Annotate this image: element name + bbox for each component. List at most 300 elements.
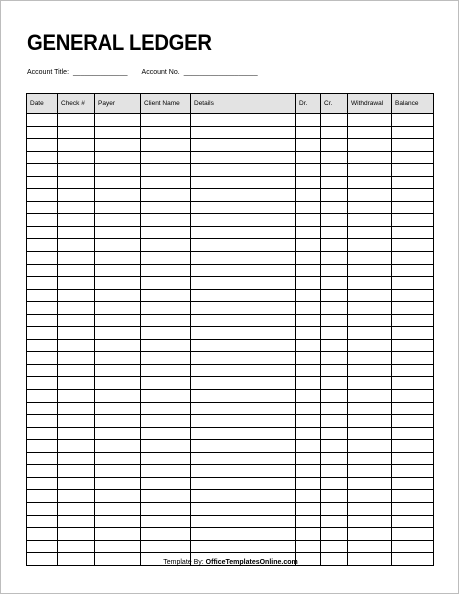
cell-cr[interactable] bbox=[321, 214, 348, 227]
cell-payer[interactable] bbox=[95, 540, 141, 553]
cell-details[interactable] bbox=[191, 289, 296, 302]
cell-date[interactable] bbox=[27, 139, 58, 152]
cell-check[interactable] bbox=[58, 477, 95, 490]
cell-payer[interactable] bbox=[95, 189, 141, 202]
cell-cr[interactable] bbox=[321, 540, 348, 553]
cell-check[interactable] bbox=[58, 465, 95, 478]
cell-cr[interactable] bbox=[321, 314, 348, 327]
cell-details[interactable] bbox=[191, 415, 296, 428]
cell-client[interactable] bbox=[141, 214, 191, 227]
cell-withdrawal[interactable] bbox=[348, 427, 392, 440]
cell-withdrawal[interactable] bbox=[348, 327, 392, 340]
cell-check[interactable] bbox=[58, 515, 95, 528]
cell-check[interactable] bbox=[58, 264, 95, 277]
cell-client[interactable] bbox=[141, 239, 191, 252]
cell-date[interactable] bbox=[27, 314, 58, 327]
cell-withdrawal[interactable] bbox=[348, 164, 392, 177]
cell-balance[interactable] bbox=[392, 515, 434, 528]
cell-payer[interactable] bbox=[95, 201, 141, 214]
cell-balance[interactable] bbox=[392, 151, 434, 164]
cell-balance[interactable] bbox=[392, 440, 434, 453]
cell-payer[interactable] bbox=[95, 515, 141, 528]
cell-date[interactable] bbox=[27, 302, 58, 315]
cell-cr[interactable] bbox=[321, 327, 348, 340]
cell-balance[interactable] bbox=[392, 126, 434, 139]
cell-balance[interactable] bbox=[392, 164, 434, 177]
cell-withdrawal[interactable] bbox=[348, 226, 392, 239]
cell-details[interactable] bbox=[191, 226, 296, 239]
cell-check[interactable] bbox=[58, 239, 95, 252]
cell-client[interactable] bbox=[141, 264, 191, 277]
cell-dr[interactable] bbox=[296, 239, 321, 252]
cell-payer[interactable] bbox=[95, 415, 141, 428]
cell-balance[interactable] bbox=[392, 477, 434, 490]
cell-client[interactable] bbox=[141, 302, 191, 315]
cell-cr[interactable] bbox=[321, 189, 348, 202]
cell-payer[interactable] bbox=[95, 151, 141, 164]
cell-date[interactable] bbox=[27, 540, 58, 553]
cell-client[interactable] bbox=[141, 339, 191, 352]
cell-check[interactable] bbox=[58, 189, 95, 202]
cell-details[interactable] bbox=[191, 440, 296, 453]
cell-date[interactable] bbox=[27, 252, 58, 265]
cell-balance[interactable] bbox=[392, 502, 434, 515]
cell-withdrawal[interactable] bbox=[348, 528, 392, 541]
cell-client[interactable] bbox=[141, 528, 191, 541]
cell-balance[interactable] bbox=[392, 239, 434, 252]
cell-balance[interactable] bbox=[392, 415, 434, 428]
cell-cr[interactable] bbox=[321, 440, 348, 453]
cell-date[interactable] bbox=[27, 226, 58, 239]
cell-dr[interactable] bbox=[296, 402, 321, 415]
cell-balance[interactable] bbox=[392, 114, 434, 127]
cell-cr[interactable] bbox=[321, 477, 348, 490]
cell-dr[interactable] bbox=[296, 126, 321, 139]
cell-payer[interactable] bbox=[95, 277, 141, 290]
cell-check[interactable] bbox=[58, 352, 95, 365]
cell-dr[interactable] bbox=[296, 139, 321, 152]
cell-withdrawal[interactable] bbox=[348, 452, 392, 465]
cell-dr[interactable] bbox=[296, 277, 321, 290]
cell-client[interactable] bbox=[141, 126, 191, 139]
cell-withdrawal[interactable] bbox=[348, 415, 392, 428]
cell-withdrawal[interactable] bbox=[348, 377, 392, 390]
cell-withdrawal[interactable] bbox=[348, 490, 392, 503]
cell-dr[interactable] bbox=[296, 339, 321, 352]
cell-date[interactable] bbox=[27, 477, 58, 490]
cell-cr[interactable] bbox=[321, 402, 348, 415]
cell-cr[interactable] bbox=[321, 465, 348, 478]
cell-dr[interactable] bbox=[296, 352, 321, 365]
cell-payer[interactable] bbox=[95, 327, 141, 340]
cell-balance[interactable] bbox=[392, 176, 434, 189]
cell-withdrawal[interactable] bbox=[348, 339, 392, 352]
cell-details[interactable] bbox=[191, 176, 296, 189]
cell-date[interactable] bbox=[27, 239, 58, 252]
cell-cr[interactable] bbox=[321, 164, 348, 177]
cell-client[interactable] bbox=[141, 352, 191, 365]
cell-payer[interactable] bbox=[95, 314, 141, 327]
cell-balance[interactable] bbox=[392, 201, 434, 214]
cell-details[interactable] bbox=[191, 364, 296, 377]
cell-payer[interactable] bbox=[95, 390, 141, 403]
cell-details[interactable] bbox=[191, 302, 296, 315]
cell-check[interactable] bbox=[58, 415, 95, 428]
cell-check[interactable] bbox=[58, 427, 95, 440]
cell-payer[interactable] bbox=[95, 490, 141, 503]
cell-balance[interactable] bbox=[392, 540, 434, 553]
cell-client[interactable] bbox=[141, 540, 191, 553]
cell-withdrawal[interactable] bbox=[348, 289, 392, 302]
cell-details[interactable] bbox=[191, 402, 296, 415]
cell-details[interactable] bbox=[191, 477, 296, 490]
cell-cr[interactable] bbox=[321, 139, 348, 152]
cell-payer[interactable] bbox=[95, 114, 141, 127]
cell-balance[interactable] bbox=[392, 528, 434, 541]
cell-details[interactable] bbox=[191, 452, 296, 465]
cell-cr[interactable] bbox=[321, 415, 348, 428]
cell-details[interactable] bbox=[191, 239, 296, 252]
cell-dr[interactable] bbox=[296, 264, 321, 277]
cell-dr[interactable] bbox=[296, 427, 321, 440]
cell-client[interactable] bbox=[141, 390, 191, 403]
cell-payer[interactable] bbox=[95, 352, 141, 365]
cell-balance[interactable] bbox=[392, 277, 434, 290]
cell-payer[interactable] bbox=[95, 427, 141, 440]
cell-cr[interactable] bbox=[321, 239, 348, 252]
cell-client[interactable] bbox=[141, 277, 191, 290]
cell-check[interactable] bbox=[58, 277, 95, 290]
cell-date[interactable] bbox=[27, 390, 58, 403]
cell-details[interactable] bbox=[191, 189, 296, 202]
cell-payer[interactable] bbox=[95, 126, 141, 139]
cell-check[interactable] bbox=[58, 302, 95, 315]
cell-payer[interactable] bbox=[95, 252, 141, 265]
cell-balance[interactable] bbox=[392, 252, 434, 265]
cell-date[interactable] bbox=[27, 402, 58, 415]
cell-client[interactable] bbox=[141, 402, 191, 415]
cell-dr[interactable] bbox=[296, 327, 321, 340]
cell-details[interactable] bbox=[191, 490, 296, 503]
cell-dr[interactable] bbox=[296, 490, 321, 503]
cell-date[interactable] bbox=[27, 427, 58, 440]
cell-check[interactable] bbox=[58, 164, 95, 177]
cell-date[interactable] bbox=[27, 415, 58, 428]
cell-cr[interactable] bbox=[321, 114, 348, 127]
cell-withdrawal[interactable] bbox=[348, 477, 392, 490]
cell-balance[interactable] bbox=[392, 390, 434, 403]
cell-date[interactable] bbox=[27, 151, 58, 164]
cell-balance[interactable] bbox=[392, 264, 434, 277]
cell-date[interactable] bbox=[27, 189, 58, 202]
cell-cr[interactable] bbox=[321, 377, 348, 390]
cell-client[interactable] bbox=[141, 114, 191, 127]
cell-client[interactable] bbox=[141, 327, 191, 340]
cell-client[interactable] bbox=[141, 415, 191, 428]
cell-dr[interactable] bbox=[296, 189, 321, 202]
cell-check[interactable] bbox=[58, 114, 95, 127]
cell-dr[interactable] bbox=[296, 201, 321, 214]
cell-check[interactable] bbox=[58, 139, 95, 152]
cell-withdrawal[interactable] bbox=[348, 201, 392, 214]
cell-dr[interactable] bbox=[296, 415, 321, 428]
cell-payer[interactable] bbox=[95, 214, 141, 227]
cell-cr[interactable] bbox=[321, 151, 348, 164]
cell-date[interactable] bbox=[27, 114, 58, 127]
cell-date[interactable] bbox=[27, 452, 58, 465]
cell-cr[interactable] bbox=[321, 515, 348, 528]
cell-check[interactable] bbox=[58, 151, 95, 164]
cell-balance[interactable] bbox=[392, 214, 434, 227]
cell-payer[interactable] bbox=[95, 364, 141, 377]
cell-payer[interactable] bbox=[95, 302, 141, 315]
cell-client[interactable] bbox=[141, 139, 191, 152]
cell-withdrawal[interactable] bbox=[348, 151, 392, 164]
cell-balance[interactable] bbox=[392, 302, 434, 315]
cell-details[interactable] bbox=[191, 352, 296, 365]
cell-dr[interactable] bbox=[296, 465, 321, 478]
cell-cr[interactable] bbox=[321, 264, 348, 277]
cell-check[interactable] bbox=[58, 377, 95, 390]
cell-client[interactable] bbox=[141, 465, 191, 478]
cell-date[interactable] bbox=[27, 465, 58, 478]
cell-check[interactable] bbox=[58, 176, 95, 189]
cell-check[interactable] bbox=[58, 327, 95, 340]
cell-dr[interactable] bbox=[296, 390, 321, 403]
cell-client[interactable] bbox=[141, 490, 191, 503]
cell-dr[interactable] bbox=[296, 314, 321, 327]
cell-details[interactable] bbox=[191, 126, 296, 139]
cell-dr[interactable] bbox=[296, 114, 321, 127]
cell-client[interactable] bbox=[141, 252, 191, 265]
cell-dr[interactable] bbox=[296, 452, 321, 465]
cell-details[interactable] bbox=[191, 201, 296, 214]
cell-dr[interactable] bbox=[296, 515, 321, 528]
cell-payer[interactable] bbox=[95, 452, 141, 465]
cell-check[interactable] bbox=[58, 226, 95, 239]
cell-check[interactable] bbox=[58, 540, 95, 553]
cell-date[interactable] bbox=[27, 176, 58, 189]
cell-check[interactable] bbox=[58, 201, 95, 214]
cell-client[interactable] bbox=[141, 226, 191, 239]
cell-payer[interactable] bbox=[95, 139, 141, 152]
cell-date[interactable] bbox=[27, 364, 58, 377]
cell-balance[interactable] bbox=[392, 327, 434, 340]
cell-details[interactable] bbox=[191, 377, 296, 390]
cell-date[interactable] bbox=[27, 528, 58, 541]
cell-withdrawal[interactable] bbox=[348, 402, 392, 415]
cell-details[interactable] bbox=[191, 540, 296, 553]
cell-date[interactable] bbox=[27, 339, 58, 352]
cell-check[interactable] bbox=[58, 339, 95, 352]
cell-details[interactable] bbox=[191, 114, 296, 127]
cell-balance[interactable] bbox=[392, 189, 434, 202]
cell-payer[interactable] bbox=[95, 477, 141, 490]
cell-withdrawal[interactable] bbox=[348, 252, 392, 265]
cell-dr[interactable] bbox=[296, 502, 321, 515]
cell-cr[interactable] bbox=[321, 502, 348, 515]
cell-withdrawal[interactable] bbox=[348, 126, 392, 139]
cell-check[interactable] bbox=[58, 252, 95, 265]
cell-payer[interactable] bbox=[95, 164, 141, 177]
cell-withdrawal[interactable] bbox=[348, 114, 392, 127]
cell-details[interactable] bbox=[191, 339, 296, 352]
cell-client[interactable] bbox=[141, 151, 191, 164]
cell-details[interactable] bbox=[191, 214, 296, 227]
cell-date[interactable] bbox=[27, 515, 58, 528]
cell-client[interactable] bbox=[141, 440, 191, 453]
cell-cr[interactable] bbox=[321, 302, 348, 315]
cell-client[interactable] bbox=[141, 364, 191, 377]
cell-cr[interactable] bbox=[321, 176, 348, 189]
cell-details[interactable] bbox=[191, 327, 296, 340]
cell-date[interactable] bbox=[27, 126, 58, 139]
cell-details[interactable] bbox=[191, 264, 296, 277]
cell-details[interactable] bbox=[191, 277, 296, 290]
cell-cr[interactable] bbox=[321, 201, 348, 214]
cell-dr[interactable] bbox=[296, 440, 321, 453]
cell-date[interactable] bbox=[27, 377, 58, 390]
cell-withdrawal[interactable] bbox=[348, 465, 392, 478]
cell-withdrawal[interactable] bbox=[348, 364, 392, 377]
cell-payer[interactable] bbox=[95, 289, 141, 302]
cell-details[interactable] bbox=[191, 528, 296, 541]
cell-check[interactable] bbox=[58, 490, 95, 503]
cell-balance[interactable] bbox=[392, 226, 434, 239]
cell-check[interactable] bbox=[58, 502, 95, 515]
cell-payer[interactable] bbox=[95, 402, 141, 415]
cell-dr[interactable] bbox=[296, 528, 321, 541]
cell-check[interactable] bbox=[58, 528, 95, 541]
cell-dr[interactable] bbox=[296, 364, 321, 377]
cell-client[interactable] bbox=[141, 377, 191, 390]
cell-check[interactable] bbox=[58, 440, 95, 453]
cell-withdrawal[interactable] bbox=[348, 176, 392, 189]
cell-check[interactable] bbox=[58, 390, 95, 403]
cell-withdrawal[interactable] bbox=[348, 302, 392, 315]
cell-cr[interactable] bbox=[321, 427, 348, 440]
cell-details[interactable] bbox=[191, 390, 296, 403]
cell-withdrawal[interactable] bbox=[348, 390, 392, 403]
cell-details[interactable] bbox=[191, 515, 296, 528]
cell-date[interactable] bbox=[27, 352, 58, 365]
cell-details[interactable] bbox=[191, 314, 296, 327]
cell-cr[interactable] bbox=[321, 126, 348, 139]
cell-payer[interactable] bbox=[95, 176, 141, 189]
cell-date[interactable] bbox=[27, 214, 58, 227]
cell-balance[interactable] bbox=[392, 289, 434, 302]
cell-balance[interactable] bbox=[392, 427, 434, 440]
cell-date[interactable] bbox=[27, 164, 58, 177]
cell-balance[interactable] bbox=[392, 339, 434, 352]
cell-cr[interactable] bbox=[321, 490, 348, 503]
cell-payer[interactable] bbox=[95, 465, 141, 478]
cell-cr[interactable] bbox=[321, 528, 348, 541]
cell-payer[interactable] bbox=[95, 239, 141, 252]
cell-payer[interactable] bbox=[95, 339, 141, 352]
cell-dr[interactable] bbox=[296, 252, 321, 265]
cell-payer[interactable] bbox=[95, 264, 141, 277]
cell-check[interactable] bbox=[58, 126, 95, 139]
cell-details[interactable] bbox=[191, 151, 296, 164]
cell-cr[interactable] bbox=[321, 339, 348, 352]
cell-balance[interactable] bbox=[392, 402, 434, 415]
cell-withdrawal[interactable] bbox=[348, 277, 392, 290]
cell-balance[interactable] bbox=[392, 314, 434, 327]
cell-check[interactable] bbox=[58, 364, 95, 377]
cell-details[interactable] bbox=[191, 502, 296, 515]
cell-balance[interactable] bbox=[392, 139, 434, 152]
cell-date[interactable] bbox=[27, 502, 58, 515]
cell-dr[interactable] bbox=[296, 477, 321, 490]
cell-payer[interactable] bbox=[95, 226, 141, 239]
cell-balance[interactable] bbox=[392, 377, 434, 390]
cell-dr[interactable] bbox=[296, 164, 321, 177]
cell-date[interactable] bbox=[27, 327, 58, 340]
cell-balance[interactable] bbox=[392, 364, 434, 377]
cell-payer[interactable] bbox=[95, 377, 141, 390]
cell-balance[interactable] bbox=[392, 352, 434, 365]
cell-dr[interactable] bbox=[296, 226, 321, 239]
cell-details[interactable] bbox=[191, 164, 296, 177]
cell-client[interactable] bbox=[141, 314, 191, 327]
cell-client[interactable] bbox=[141, 164, 191, 177]
cell-balance[interactable] bbox=[392, 490, 434, 503]
cell-check[interactable] bbox=[58, 314, 95, 327]
cell-payer[interactable] bbox=[95, 528, 141, 541]
cell-client[interactable] bbox=[141, 427, 191, 440]
cell-client[interactable] bbox=[141, 477, 191, 490]
cell-client[interactable] bbox=[141, 452, 191, 465]
cell-check[interactable] bbox=[58, 289, 95, 302]
cell-cr[interactable] bbox=[321, 277, 348, 290]
cell-cr[interactable] bbox=[321, 289, 348, 302]
cell-cr[interactable] bbox=[321, 252, 348, 265]
cell-cr[interactable] bbox=[321, 452, 348, 465]
cell-client[interactable] bbox=[141, 201, 191, 214]
cell-dr[interactable] bbox=[296, 377, 321, 390]
cell-date[interactable] bbox=[27, 277, 58, 290]
cell-withdrawal[interactable] bbox=[348, 139, 392, 152]
cell-dr[interactable] bbox=[296, 214, 321, 227]
cell-date[interactable] bbox=[27, 201, 58, 214]
cell-check[interactable] bbox=[58, 214, 95, 227]
cell-withdrawal[interactable] bbox=[348, 540, 392, 553]
cell-balance[interactable] bbox=[392, 465, 434, 478]
cell-check[interactable] bbox=[58, 452, 95, 465]
cell-client[interactable] bbox=[141, 502, 191, 515]
cell-dr[interactable] bbox=[296, 540, 321, 553]
cell-withdrawal[interactable] bbox=[348, 239, 392, 252]
cell-cr[interactable] bbox=[321, 390, 348, 403]
cell-withdrawal[interactable] bbox=[348, 314, 392, 327]
cell-date[interactable] bbox=[27, 289, 58, 302]
cell-details[interactable] bbox=[191, 427, 296, 440]
cell-details[interactable] bbox=[191, 139, 296, 152]
cell-cr[interactable] bbox=[321, 226, 348, 239]
cell-check[interactable] bbox=[58, 402, 95, 415]
cell-cr[interactable] bbox=[321, 352, 348, 365]
cell-payer[interactable] bbox=[95, 502, 141, 515]
cell-dr[interactable] bbox=[296, 151, 321, 164]
cell-client[interactable] bbox=[141, 515, 191, 528]
cell-dr[interactable] bbox=[296, 302, 321, 315]
cell-date[interactable] bbox=[27, 490, 58, 503]
cell-withdrawal[interactable] bbox=[348, 264, 392, 277]
cell-client[interactable] bbox=[141, 189, 191, 202]
cell-dr[interactable] bbox=[296, 289, 321, 302]
cell-date[interactable] bbox=[27, 264, 58, 277]
